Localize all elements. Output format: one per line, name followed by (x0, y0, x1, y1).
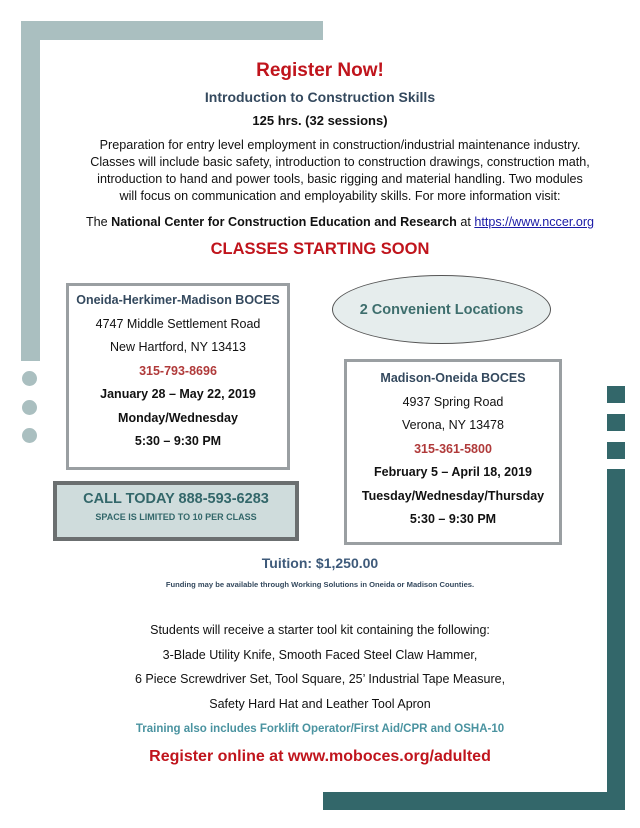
location-card-mo-boces (344, 359, 562, 545)
course-title: Introduction to Construction Skills (204, 89, 436, 105)
decorative-dot (22, 371, 37, 386)
location-time: 5:30 – 9:30 PM (134, 434, 222, 448)
location-city: Verona, NY 13478 (402, 418, 504, 432)
course-description (40, 137, 640, 205)
decorative-dot (22, 428, 37, 443)
training-includes: Training also includes Forklift Operator/First Aid/CPR and OSHA-10 (135, 723, 505, 735)
location-address: 4937 Spring Road (402, 394, 504, 409)
course-hours: 125 hrs. (32 sessions) (252, 113, 388, 128)
description-line: will focus on communication and employability skills. For more information visit: (119, 189, 561, 203)
nccer-name: National Center for Construction Education and Research (111, 215, 457, 229)
location-city: New Hartford, NY 13413 (110, 340, 246, 354)
frame-top-bar (21, 21, 323, 40)
tool-kit-line: 3-Blade Utility Knife, Smooth Faced Steel Claw Hammer, (162, 647, 478, 662)
location-name: Madison-Oneida BOCES (380, 371, 526, 385)
location-name: Oneida-Herkimer-Madison BOCES (76, 293, 280, 307)
frame-bottom-bar (323, 792, 625, 810)
nccer-reference (40, 215, 640, 229)
location-days: Tuesday/Wednesday/Thursday (361, 488, 545, 503)
tuition-price: Tuition: $1,250.00 (261, 555, 379, 571)
nccer-link[interactable]: https://www.nccer.org (474, 215, 595, 229)
nccer-prefix: The (85, 215, 112, 229)
tool-kit-list (0, 618, 640, 716)
location-address: 4747 Middle Settlement Road (95, 316, 261, 331)
description-line: introduction to hand and power tools, basic rigging and material handling. Two modules (97, 172, 583, 186)
location-phone[interactable]: 315-361-5800 (414, 441, 492, 456)
location-card-ohm-boces (66, 283, 290, 470)
call-phone[interactable]: CALL TODAY 888-593-6283 (83, 491, 269, 507)
location-dates: February 5 – April 18, 2019 (374, 465, 532, 479)
page-title: Register Now! (256, 60, 384, 81)
location-phone[interactable]: 315-793-8696 (139, 363, 217, 378)
description-line: Classes will include basic safety, introduction to construction drawings, construction math, (90, 155, 590, 169)
locations-badge-label: 2 Convenient Locations (359, 301, 524, 318)
decorative-square (607, 386, 625, 403)
register-online-link[interactable]: Register online at www.moboces.org/adulted (149, 748, 491, 765)
tool-kit-line: Safety Hard Hat and Leather Tool Apron (209, 696, 431, 711)
classes-starting-banner: CLASSES STARTING SOON (210, 240, 430, 258)
locations-badge (332, 275, 551, 344)
call-today-box (53, 481, 299, 541)
decorative-dot (22, 400, 37, 415)
location-dates: January 28 – May 22, 2019 (100, 387, 256, 401)
description-line: Preparation for entry level employment in construction/industrial maintenance industry. (99, 138, 581, 152)
location-days: Monday/Wednesday (118, 410, 238, 425)
location-time: 5:30 – 9:30 PM (409, 512, 497, 526)
space-limited-note: SPACE IS LIMITED TO 10 PER CLASS (95, 512, 257, 522)
tool-kit-line: 6 Piece Screwdriver Set, Tool Square, 25’ Industrial Tape Measure, (134, 672, 506, 687)
nccer-mid: at (456, 215, 475, 229)
decorative-square (607, 442, 625, 459)
funding-note: Funding may be available through Working Solutions in Oneida or Madison Counties. (165, 580, 475, 589)
tool-kit-line: Students will receive a starter tool kit containing the following: (150, 623, 490, 637)
decorative-square (607, 414, 625, 431)
